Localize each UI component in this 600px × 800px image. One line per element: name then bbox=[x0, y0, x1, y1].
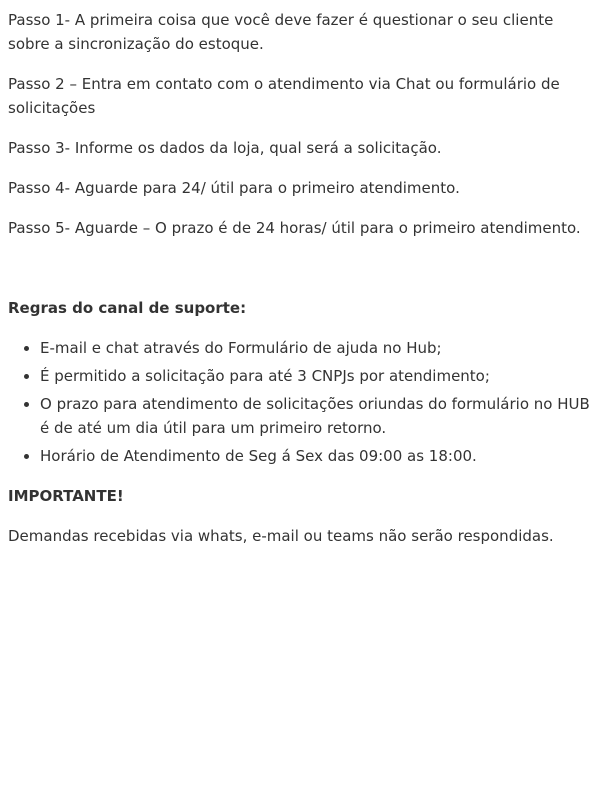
step-3-text: Passo 3- Informe os dados da loja, qual será a solicitação. bbox=[8, 139, 442, 157]
rule-item: • E-mail e chat através do Formulário de ajuda no Hub; bbox=[40, 336, 592, 360]
rule-item: • Horário de Atendimento de Seg á Sex das 09:00 as 18:00. bbox=[40, 444, 592, 468]
step-5-text: Passo 5- Aguarde – O prazo é de 24 horas/ útil para o primeiro atendimento. bbox=[8, 219, 581, 237]
step-2-text: Passo 2 – Entra em contato com o atendimento via Chat ou formulário de solicitações bbox=[8, 75, 560, 117]
step-4-text: Passo 4- Aguarde para 24/ útil para o primeiro atendimento. bbox=[8, 179, 460, 197]
rule-item: • É permitido a solicitação para até 3 CNPJs por atendimento; bbox=[40, 364, 592, 388]
step-1-text: Passo 1- A primeira coisa que você deve fazer é questionar o seu cliente sobre a sincronização do estoque. bbox=[8, 11, 554, 53]
important-text: Demandas recebidas via whats, e-mail ou teams não serão respondidas. bbox=[8, 527, 554, 545]
blank-line bbox=[8, 256, 592, 296]
important-heading: IMPORTANTE! bbox=[8, 487, 124, 505]
rules-heading: Regras do canal de suporte: bbox=[8, 299, 247, 317]
rules-list bbox=[8, 336, 592, 468]
rule-item: • O prazo para atendimento de solicitações oriundas do formulário no HUB é de até um dia útil para um primeiro retorno. bbox=[40, 392, 592, 440]
